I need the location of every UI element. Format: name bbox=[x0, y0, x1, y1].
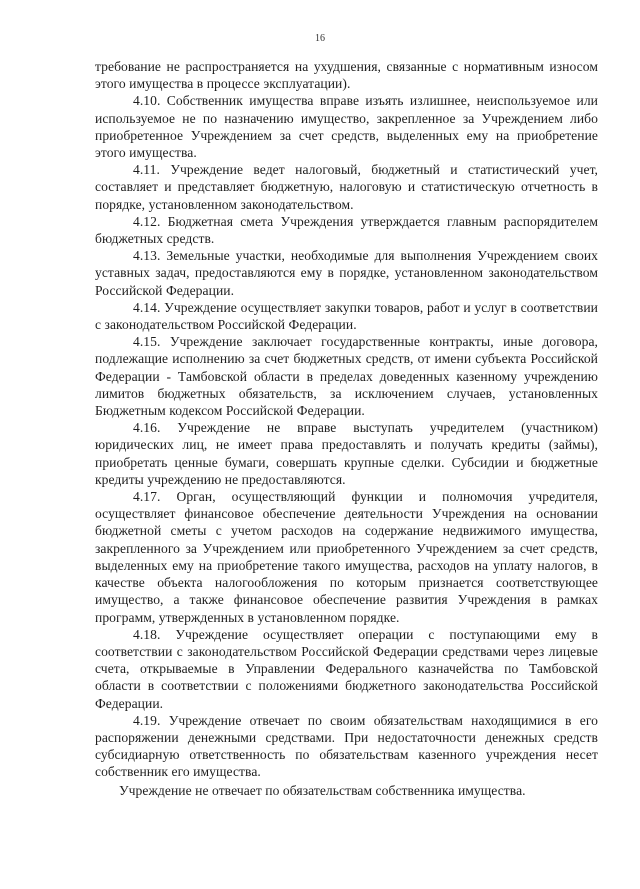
paragraph-4-17: 4.17. Орган, осуществляющий функции и полномочия учредителя, осуществляет финансовое обеспечение деятельности Учреждения на основании бюджетной сметы с учетом расходов на содержание недвижимого имущества, закрепленного за Учреждением или приобретенного Учреждением за счет средств, выделенных ему на приобретение такого имущества, расходов на уплату налогов, в качестве объекта налогообложения по которым признается соответствующее имущество, а также финансовое обеспечение развития Учреждения в рамках программ, утвержденных в установленном порядке. bbox=[95, 489, 598, 625]
paragraph-4-18: 4.18. Учреждение осуществляет операции с поступающими ему в соответствии с законодательством Российской Федерации средствами через лицевые счета, открываемые в Управлении Федерального казначейства по Тамбовской области в соответствии с положениями бюджетного законодательства Российской Федерации. bbox=[95, 626, 598, 711]
paragraph-4-14: 4.14. Учреждение осуществляет закупки товаров, работ и услуг в соответствии с законодательством Российской Федерации. bbox=[95, 299, 598, 333]
paragraph-continuation: требование не распространяется на ухудшения, связанные с нормативным износом этого имущества в процессе эксплуатации). bbox=[95, 59, 598, 92]
paragraph-4-16: 4.16. Учреждение не вправе выступать учредителем (участником) юридических лиц, не имеет права предоставлять и получать кредиты (займы), приобретать ценные бумаги, совершать крупные сделки. Субсидии и бюджетные кредиты учреждению не предоставляются. bbox=[95, 420, 598, 487]
paragraph-4-10: 4.10. Собственник имущества вправе изъять излишнее, неиспользуемое или используемое не по назначению имущество, закрепленное за Учреждением либо приобретенное Учреждением за счет средств, выделенных ему на приобретение этого имущества. bbox=[95, 93, 598, 161]
paragraph-4-11: 4.11. Учреждение ведет налоговый, бюджетный и статистический учет, составляет и представляет бюджетную, налоговую и статистическую отчетность в порядке, установленном законодательством. bbox=[95, 162, 598, 212]
paragraph-4-19: 4.19. Учреждение отвечает по своим обязательствам находящимися в его распоряжении денежными средствами. При недостаточности денежных средств субсидиарную ответственность по обязательствам казенного учреждения несет собственник его имущества. bbox=[95, 712, 598, 780]
paragraph-4-12: 4.12. Бюджетная смета Учреждения утверждается главным распорядителем бюджетных средств. bbox=[95, 213, 598, 247]
document-body bbox=[95, 58, 598, 799]
paragraph-4-13: 4.13. Земельные участки, необходимые для выполнения Учреждением своих уставных задач, предоставляются ему в порядке, установленном законодательством Российской Федерации. bbox=[95, 248, 598, 298]
paragraph-4-15: 4.15. Учреждение заключает государственные контракты, иные договора, подлежащие исполнению за счет бюджетных средств, от имени субъекта Российской Федерации - Тамбовской области в пределах доведенных казенному учреждению лимитов бюджетных обязательств, за исключением случаев, установленных Бюджетным кодексом Российской Федерации. bbox=[95, 334, 598, 419]
page-number: 16 bbox=[315, 33, 325, 44]
paragraph-final: Учреждение не отвечает по обязательствам собственника имущества. bbox=[119, 782, 526, 798]
